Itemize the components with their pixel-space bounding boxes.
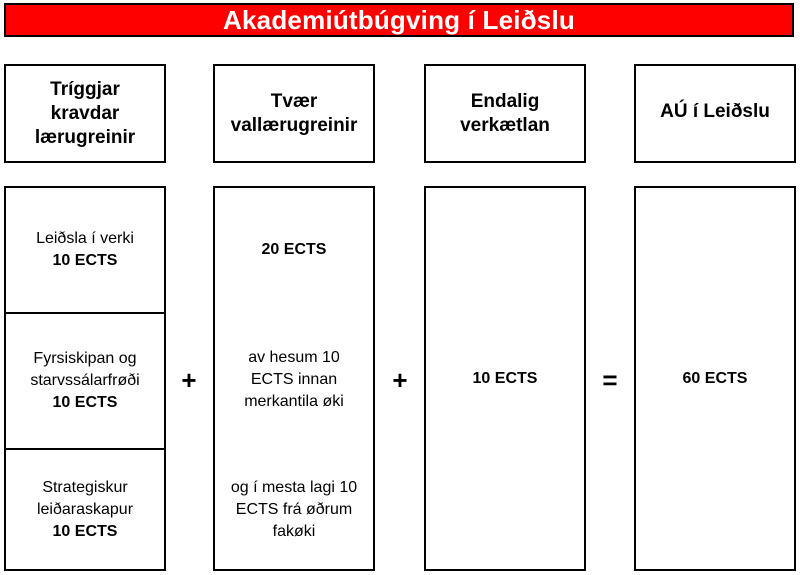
- course-name: starvssálarfrøði: [30, 372, 140, 389]
- header-line: Endalig: [470, 90, 540, 112]
- note-line: ECTS innan: [250, 371, 338, 388]
- electives-total: 20 ECTS: [261, 241, 327, 258]
- course-name: Leiðsla í verki: [36, 230, 134, 247]
- header-required-courses: [4, 64, 166, 163]
- course-name: Fyrsiskipan og: [33, 350, 137, 367]
- note-line: ECTS frá øðrum: [235, 501, 353, 518]
- note-line: fakøki: [272, 523, 316, 540]
- diagram-title: Akademiútbúgving í Leiðslu: [4, 3, 794, 37]
- header-line: verkætlan: [460, 114, 550, 136]
- header-line: vallærugreinir: [230, 114, 358, 136]
- course-fyrsiskipan: [6, 314, 164, 448]
- course-credits: 10 ECTS: [52, 522, 118, 540]
- course-strategiskur: [6, 450, 164, 569]
- note-line: og í mesta lagi 10: [230, 479, 358, 496]
- header-line: kravdar: [50, 102, 120, 124]
- total-credits: 60 ECTS: [682, 369, 748, 387]
- course-name: leiðaraskapur: [36, 500, 134, 518]
- header-final-project: [424, 64, 586, 163]
- note-line: av hesum 10: [248, 349, 340, 366]
- electives-note-other: [215, 470, 373, 550]
- total-column: [634, 186, 796, 571]
- plus-operator: +: [181, 365, 197, 395]
- header-line: Tvær: [270, 90, 318, 112]
- final-project-column: [424, 186, 586, 571]
- header-total: [634, 64, 796, 163]
- note-line: merkantila øki: [244, 393, 344, 410]
- header-line: lærugreinir: [34, 126, 136, 148]
- course-credits: 10 ECTS: [52, 252, 118, 269]
- course-leidsla-i-verki: [6, 188, 164, 312]
- equals-operator: =: [602, 365, 618, 395]
- header-electives: [213, 64, 375, 163]
- course-credits: 10 ECTS: [52, 394, 118, 411]
- header-line: AÚ í Leiðslu: [660, 101, 770, 122]
- project-credits: 10 ECTS: [472, 369, 538, 387]
- course-name: Strategiskur: [42, 478, 128, 496]
- header-line: Tríggjar: [50, 78, 120, 100]
- plus-operator: +: [392, 365, 408, 395]
- electives-note-mercantile: [215, 340, 373, 420]
